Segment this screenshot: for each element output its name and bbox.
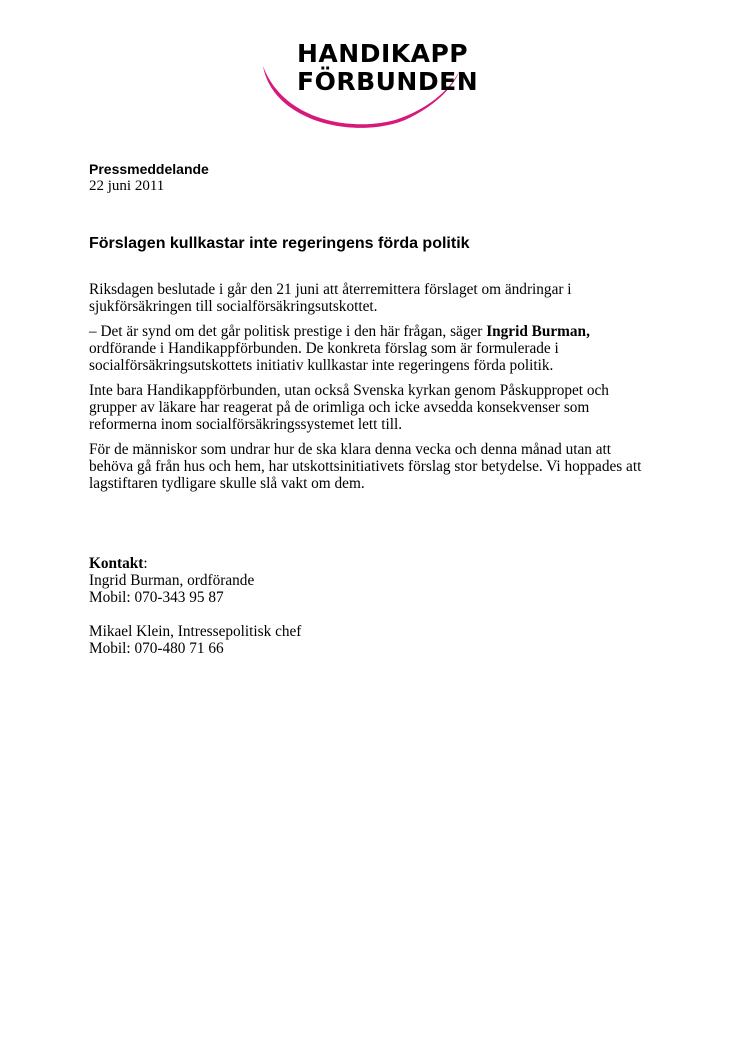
document-type: Pressmeddelande <box>89 161 209 177</box>
page-title: Förslagen kullkastar inte regeringens förda politik <box>89 235 470 252</box>
logo-wordmark <box>297 40 478 96</box>
contact-spacer <box>89 606 659 623</box>
body-paragraph-4: För de människor som undrar hur de ska klara denna vecka och denna månad utan att behöva gå från hus och hem, har utskottsinitiativets förslag stor betydelse. Vi hoppades att lagstiftaren tydligare skulle slå vakt om dem. <box>89 441 642 492</box>
paragraph-2-rest: ordförande i Handikappförbunden. De konkreta förslag som är formulerade i socialförsäkringsutskottets initiativ kullkastar inte regeringens förda politik. <box>89 340 559 374</box>
paragraph-2-intro: – Det är synd om det går politisk prestige i den här frågan, säger <box>89 323 487 340</box>
contact-heading <box>89 555 659 572</box>
body-paragraph-3: Inte bara Handikappförbunden, utan också Svenska kyrkan genom Påskuppropet och grupper av läkare har reagerat på de orimliga och icke avsedda konsekvenser som reformerna inom socialförsäkringssystemet lett till. <box>89 382 609 433</box>
publication-date: 22 juni 2011 <box>89 178 165 194</box>
press-header <box>89 161 659 195</box>
contact-person-1-phone: Mobil: 070-343 95 87 <box>89 589 224 606</box>
contact-colon: : <box>143 555 148 572</box>
body-paragraph-1: Riksdagen beslutade i går den 21 juni att återremittera förslaget om ändringar i sjukförsäkringen till socialförsäkringsutskottet. <box>89 281 572 315</box>
contact-label: Kontakt <box>89 555 144 572</box>
article-body <box>89 281 659 500</box>
contact-person-2-phone: Mobil: 070-480 71 66 <box>89 640 224 657</box>
contact-person-2-name: Mikael Klein, Intressepolitisk chef <box>89 623 302 640</box>
body-paragraph-2 <box>89 323 659 374</box>
organization-logo <box>255 39 479 150</box>
logo-line-2: FÖRBUNDEN <box>297 67 479 96</box>
contact-person-1-name: Ingrid Burman, ordförande <box>89 572 255 589</box>
logo-line-1: HANDIKAPP <box>297 39 469 68</box>
headline-block <box>89 234 659 254</box>
contact-section <box>89 555 659 657</box>
quoted-person-name: Ingrid Burman, <box>486 323 590 340</box>
